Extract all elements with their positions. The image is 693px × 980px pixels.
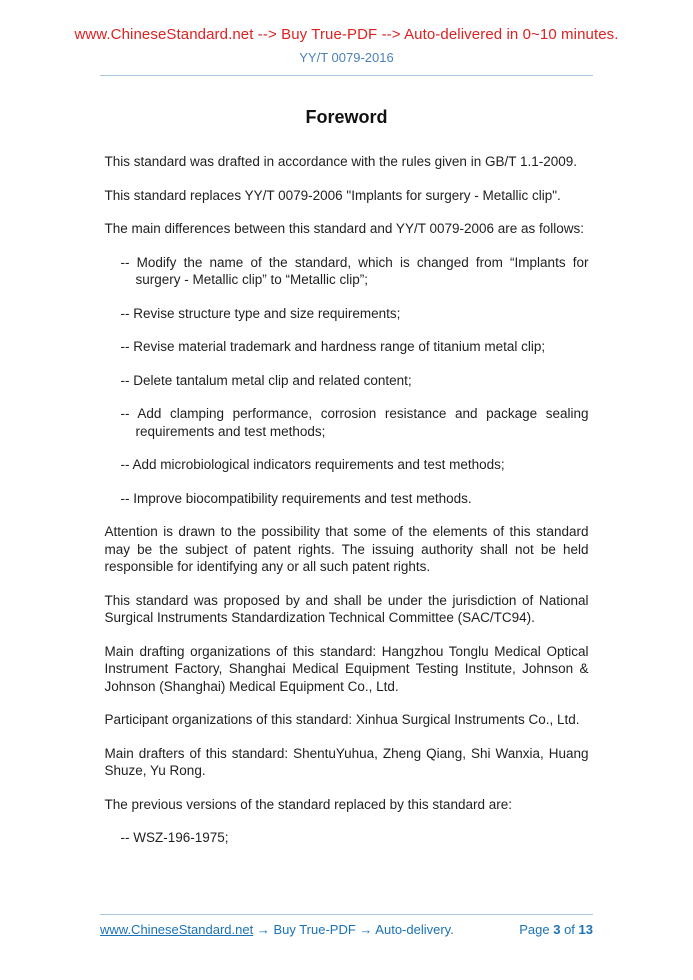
bullet-item: -- Improve biocompatibility requirements and test methods. [120,490,472,506]
bullet-item: -- Modify the name of the standard, which is changed from “Implants for surgery - Metallic clip” to “Metallic clip”; [120,254,589,287]
paragraph: This standard replaces YY/T 0079-2006 "Implants for surgery - Metallic clip". [104,187,561,203]
standard-number: YY/T 0079-2016 [299,50,394,65]
bullet-item: -- Revise structure type and size requirements; [120,305,401,321]
paragraph: This standard was drafted in accordance with the rules given in GB/T 1.1-2009. [104,154,578,169]
footer-promo [100,922,454,937]
header-divider [100,75,593,76]
promo-banner: www.ChineseStandard.net --> Buy True-PDF --> Auto-delivered in 0~10 minutes. [74,26,619,43]
page-total: 13 [578,922,593,937]
footer-divider [100,914,593,915]
page-label: Page [519,922,550,937]
page-title: Foreword [305,107,388,127]
paragraph: Participant organizations of this standard: Xinhua Surgical Instruments Co., Ltd. [104,712,580,727]
paragraph: Main drafting organizations of this standard: Hangzhou Tonglu Medical Optical Instrument Factory, Shanghai Medical Equipment Testing Institute, Johnson & Johnson (Shanghai) Medical Equipment Co., Ltd. [104,643,589,694]
paragraph: Attention is drawn to the possibility that some of the elements of this standard may be the subject of patent rights. The issuing authority shall not be held responsible for identifying any or all such patent rights. [104,524,589,574]
bullet-item: -- Add microbiological indicators requirements and test methods; [120,457,505,472]
paragraph: This standard was proposed by and shall be under the jurisdiction of National Surgical Instruments Standardization Technical Committee (SAC/TC94). [104,592,589,625]
footer-link[interactable]: www.ChineseStandard.net [100,922,254,937]
page-footer [0,914,693,980]
bullet-item: -- Add clamping performance, corrosion resistance and package sealing requirements and test methods; [120,406,589,439]
page-of: of [564,922,575,937]
bullet-item: -- Delete tantalum metal clip and related content; [120,372,412,388]
document-body [105,153,589,847]
paragraph: The previous versions of the standard replaced by this standard are: [104,796,512,812]
page-current: 3 [553,922,561,937]
bullet-item: -- Revise material trademark and hardness range of titanium metal clip; [120,339,546,354]
page-indicator [519,922,593,937]
bullet-item: -- WSZ-196-1975; [120,830,229,845]
footer-tagline: → Buy True-PDF → Auto-delivery. [256,922,454,937]
paragraph: Main drafters of this standard: ShentuYuhua, Zheng Qiang, Shi Wanxia, Huang Shuze, Yu Rong. [104,745,589,778]
paragraph: The main differences between this standard and YY/T 0079-2006 are as follows: [104,221,585,236]
